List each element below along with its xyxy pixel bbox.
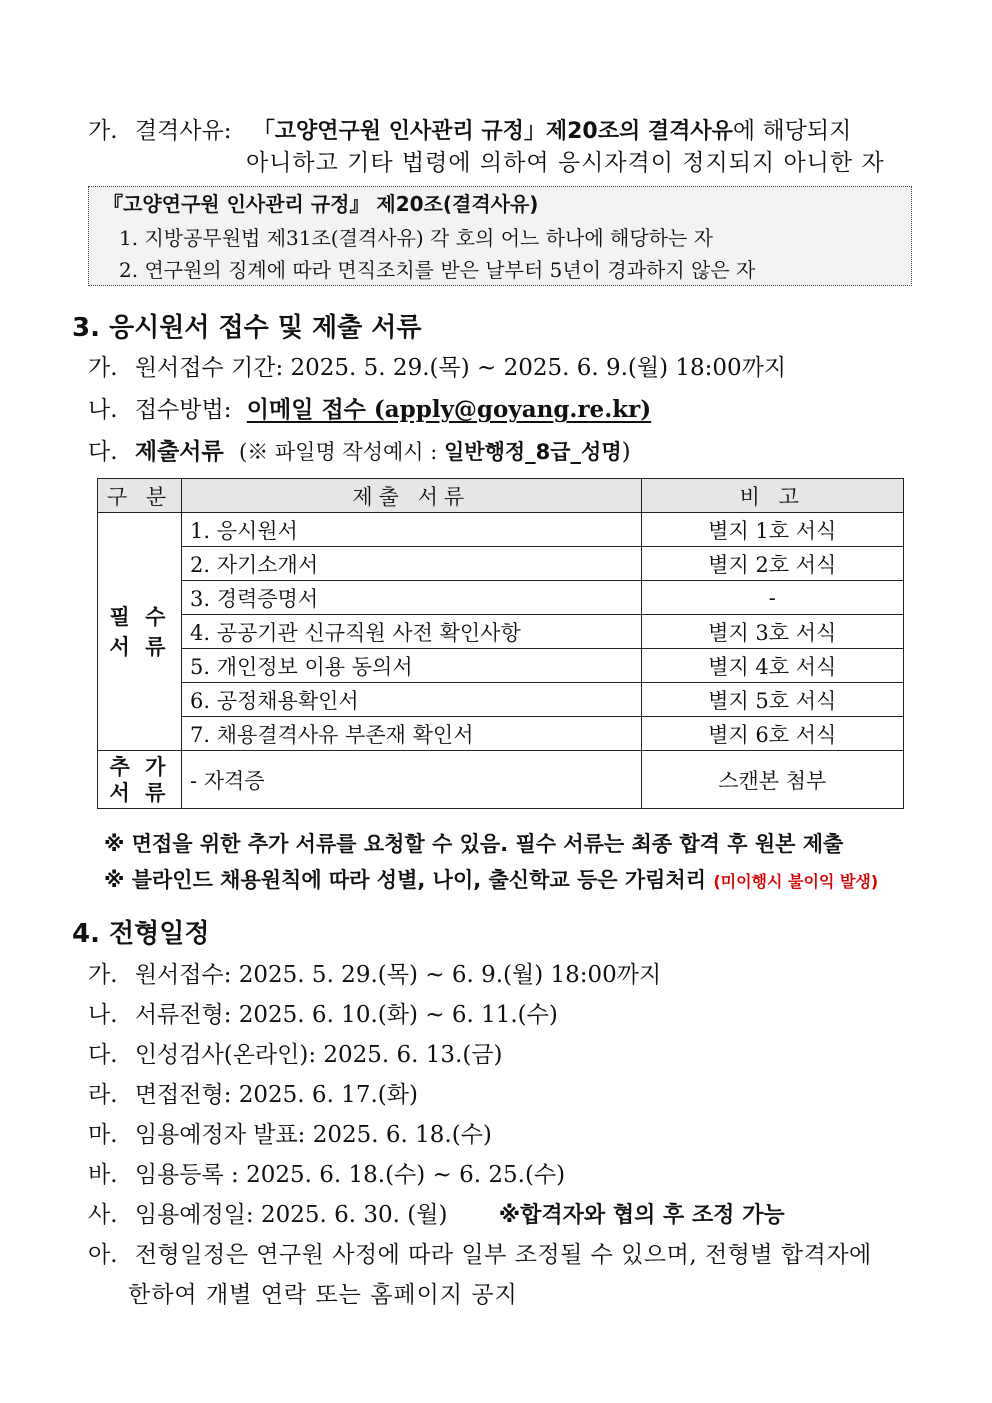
doc-name: 4. 공공기관 신규직원 사전 확인사항 [181, 615, 641, 649]
item-label: 가. [88, 962, 118, 988]
schedule-item [88, 1240, 872, 1270]
doc-name: 5. 개인정보 이용 동의서 [181, 649, 641, 683]
doc-note: 별지 3호 서식 [641, 615, 904, 649]
schedule-adjust-note: ※합격자와 협의 후 조정 가능 [498, 1203, 785, 1228]
doc-name: 3. 경력증명서 [181, 581, 641, 615]
schedule-item-continuation: 한하여 개별 연락 또는 홈페이지 공지 [128, 1282, 518, 1308]
item-text: 임용예정자 발표: 2025. 6. 18.(수) [134, 1122, 492, 1148]
item-label: 가. [88, 355, 118, 381]
table-row [98, 717, 904, 751]
item-tail: 에 해당되지 [732, 118, 852, 144]
doc-name: - 자격증 [181, 751, 641, 809]
label-line-2: 서 류 [109, 634, 170, 659]
schedule-item [88, 1200, 785, 1231]
doc-note: 별지 1호 서식 [641, 513, 904, 547]
doc-note: 별지 5호 서식 [641, 683, 904, 717]
table-row [98, 513, 904, 547]
label-line-2: 서 류 [109, 780, 170, 805]
doc-name: 2. 자기소개서 [181, 547, 641, 581]
item-key: 제출서류 [134, 439, 224, 465]
doc-note: 별지 4호 서식 [641, 649, 904, 683]
disqualification-line-2: 아니하고 기타 법령에 의하여 응시자격이 정지되지 아니한 자 [246, 150, 885, 176]
regulation-box-item-2: 2. 연구원의 징계에 따라 면직조치를 받은 날부터 5년이 경과하지 않은 자 [119, 258, 756, 282]
item-text: 임용등록 : 2025. 6. 18.(수) ~ 6. 25.(수) [134, 1162, 566, 1188]
section-3-item-c [88, 437, 631, 467]
schedule-item [88, 1000, 558, 1030]
item-key: 접수방법: [134, 397, 232, 423]
doc-name: 6. 공정채용확인서 [181, 683, 641, 717]
section-3-item-b [88, 395, 651, 425]
table-row [98, 751, 904, 809]
item-text: 서류전형: 2025. 6. 10.(화) ~ 6. 11.(수) [134, 1002, 558, 1028]
item-label: 가. [88, 118, 118, 144]
doc-note: - [641, 581, 904, 615]
item-text: 인성검사(온라인): 2025. 6. 13.(금) [134, 1042, 503, 1068]
required-docs-label [98, 513, 182, 751]
section-3-heading: 3. 응시원서 접수 및 제출 서류 [72, 313, 422, 343]
label-line-1: 필 수 [109, 604, 170, 629]
table-row [98, 683, 904, 717]
item-label: 나. [88, 1002, 118, 1028]
table-row [98, 547, 904, 581]
item-label: 바. [88, 1162, 118, 1188]
schedule-item [88, 1080, 418, 1110]
header-category: 구 분 [98, 479, 182, 513]
filename-hint-close: ) [621, 439, 631, 465]
item-text: 면접전형: 2025. 6. 17.(화) [134, 1082, 418, 1108]
header-document: 제출 서류 [181, 479, 641, 513]
regulation-reference: 「고양연구원 인사관리 규정」제20조의 결격사유 [252, 119, 733, 144]
disqualification-line-1 [88, 116, 851, 147]
table-header-row [98, 479, 904, 513]
item-text: 원서접수 기간: 2025. 5. 29.(목) ~ 2025. 6. 9.(월) 18:00까지 [134, 355, 787, 381]
doc-note: 별지 6호 서식 [641, 717, 904, 751]
item-text: 임용예정일: 2025. 6. 30. (월) [134, 1202, 448, 1228]
item-label: 다. [88, 1042, 118, 1068]
table-row [98, 581, 904, 615]
section-4-heading: 4. 전형일정 [72, 919, 210, 949]
documents-table [97, 478, 904, 809]
item-label: 나. [88, 397, 118, 423]
section-3-item-a [88, 353, 786, 383]
header-note: 비 고 [641, 479, 904, 513]
doc-name: 1. 응시원서 [181, 513, 641, 547]
item-label: 다. [88, 439, 118, 465]
note-additional-docs: ※ 면접을 위한 추가 서류를 요청할 수 있음. 필수 서류는 최종 합격 후 원본 제출 [104, 832, 844, 856]
note-text: ※ 블라인드 채용원칙에 따라 성별, 나이, 출신학교 등은 가림처리 [104, 868, 707, 892]
note-blind-hiring [104, 866, 878, 896]
extra-docs-label [98, 751, 182, 809]
filename-hint: (※ 파일명 작성예시 : [239, 440, 445, 464]
schedule-item [88, 1120, 492, 1150]
item-label: 사. [88, 1202, 118, 1228]
item-text: 전형일정은 연구원 사정에 따라 일부 조정될 수 있으며, 전형별 합격자에 [134, 1242, 872, 1268]
table-row [98, 615, 904, 649]
label-line-1: 추 가 [109, 754, 170, 779]
doc-name: 7. 채용결격사유 부존재 확인서 [181, 717, 641, 751]
item-label: 라. [88, 1082, 118, 1108]
item-label: 아. [88, 1242, 118, 1268]
note-penalty-warning: (미이행시 불이익 발생) [713, 872, 879, 891]
item-label: 마. [88, 1122, 118, 1148]
schedule-item [88, 1040, 503, 1070]
filename-example: 일반행정_8급_성명 [444, 440, 622, 464]
schedule-item [88, 960, 661, 990]
item-text: 원서접수: 2025. 5. 29.(목) ~ 6. 9.(월) 18:00까지 [134, 962, 662, 988]
doc-note: 별지 2호 서식 [641, 547, 904, 581]
schedule-item [88, 1160, 565, 1190]
regulation-box-item-1: 1. 지방공무원법 제31조(결격사유) 각 호의 어느 하나에 해당하는 자 [119, 226, 713, 250]
doc-note: 스캔본 첨부 [641, 751, 904, 809]
regulation-box-title: 『고양연구원 인사관리 규정』 제20조(결격사유) [103, 192, 539, 216]
table-row [98, 649, 904, 683]
email-address: 이메일 접수 (apply@goyang.re.kr) [246, 396, 652, 423]
regulation-box [88, 186, 912, 286]
item-key: 결격사유: [134, 118, 232, 144]
